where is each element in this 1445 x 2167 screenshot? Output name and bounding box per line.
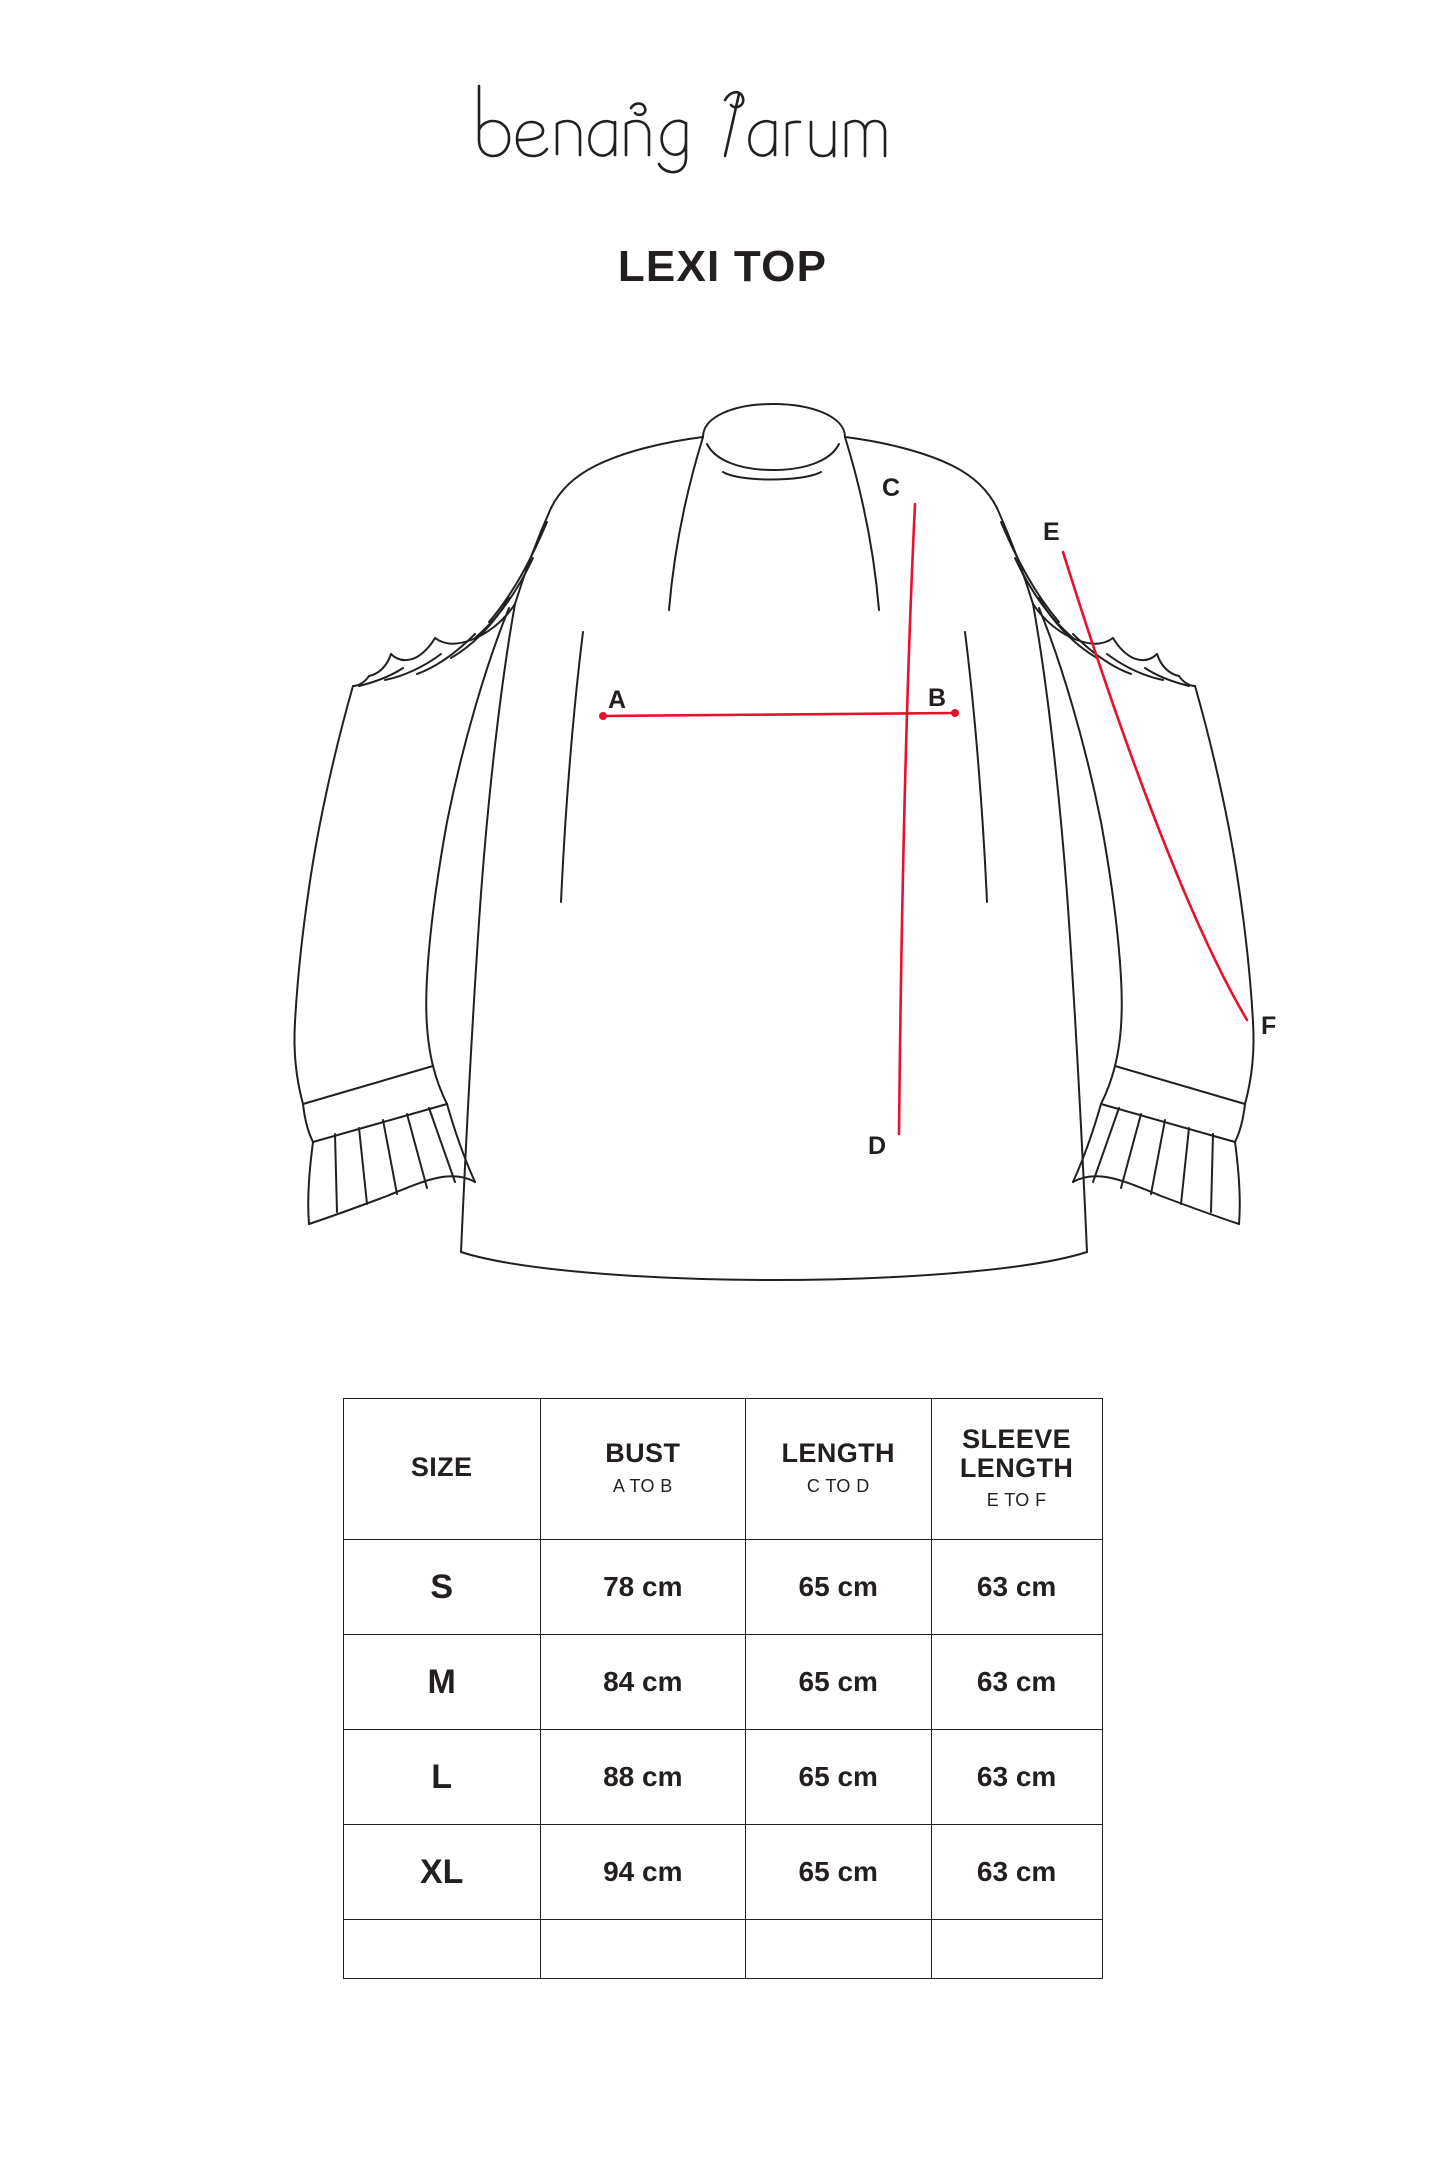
column-header-length-sub: C TO D [806, 1475, 870, 1496]
column-header-bust-sub: A TO B [612, 1475, 673, 1496]
cell-sleeve: 63 cm [931, 1635, 1102, 1730]
column-header-bust-label: BUST [605, 1438, 681, 1469]
size-table-head [343, 1399, 1102, 1540]
cell-bust: 94 cm [540, 1825, 745, 1920]
column-header-sleeve-label: SLEEVE LENGTH [959, 1423, 1074, 1483]
label-point-e: E [1042, 518, 1060, 546]
brand-logo [0, 78, 1445, 174]
label-point-c: C [881, 474, 900, 502]
spacer-cell [540, 1920, 745, 1979]
spacer-cell [931, 1920, 1102, 1979]
column-header-length [745, 1399, 931, 1540]
cell-sleeve: 63 cm [931, 1730, 1102, 1825]
spacer-cell [343, 1920, 540, 1979]
column-header-bust [540, 1399, 745, 1540]
top-flat-sketch-icon [103, 382, 1343, 1332]
size-table [343, 1398, 1103, 1979]
cell-bust: 78 cm [540, 1540, 745, 1635]
cell-bust: 84 cm [540, 1635, 745, 1730]
cell-size: M [343, 1635, 540, 1730]
column-header-size [343, 1399, 540, 1540]
table-row [343, 1825, 1102, 1920]
cell-size: XL [343, 1825, 540, 1920]
table-row [343, 1635, 1102, 1730]
brand-wordmark-icon [463, 78, 983, 174]
cell-sleeve: 63 cm [931, 1825, 1102, 1920]
table-row [343, 1540, 1102, 1635]
label-point-a: A [607, 686, 626, 714]
cell-length: 65 cm [745, 1540, 931, 1635]
garment-diagram [0, 382, 1445, 1332]
cell-sleeve: 63 cm [931, 1540, 1102, 1635]
cell-length: 65 cm [745, 1825, 931, 1920]
size-table-wrapper [343, 1398, 1103, 1979]
label-point-b: B [927, 684, 946, 712]
column-header-sleeve-sub: E TO F [986, 1490, 1047, 1511]
cell-length: 65 cm [745, 1635, 931, 1730]
cell-size: L [343, 1730, 540, 1825]
spacer-cell [745, 1920, 931, 1979]
table-row [343, 1730, 1102, 1825]
table-footer-spacer-row [343, 1920, 1102, 1979]
column-header-size-label: SIZE [410, 1452, 473, 1483]
label-point-f: F [1260, 1012, 1276, 1040]
column-header-sleeve [931, 1399, 1102, 1540]
size-table-body [343, 1540, 1102, 1979]
guide-a-to-b [603, 713, 955, 716]
table-header-row [343, 1399, 1102, 1540]
cell-size: S [343, 1540, 540, 1635]
cell-bust: 88 cm [540, 1730, 745, 1825]
cell-length: 65 cm [745, 1730, 931, 1825]
column-header-length-label: LENGTH [781, 1438, 895, 1469]
guide-c-to-d [899, 504, 915, 1134]
page-title: LEXI TOP [617, 242, 828, 291]
label-point-d: D [867, 1132, 886, 1160]
